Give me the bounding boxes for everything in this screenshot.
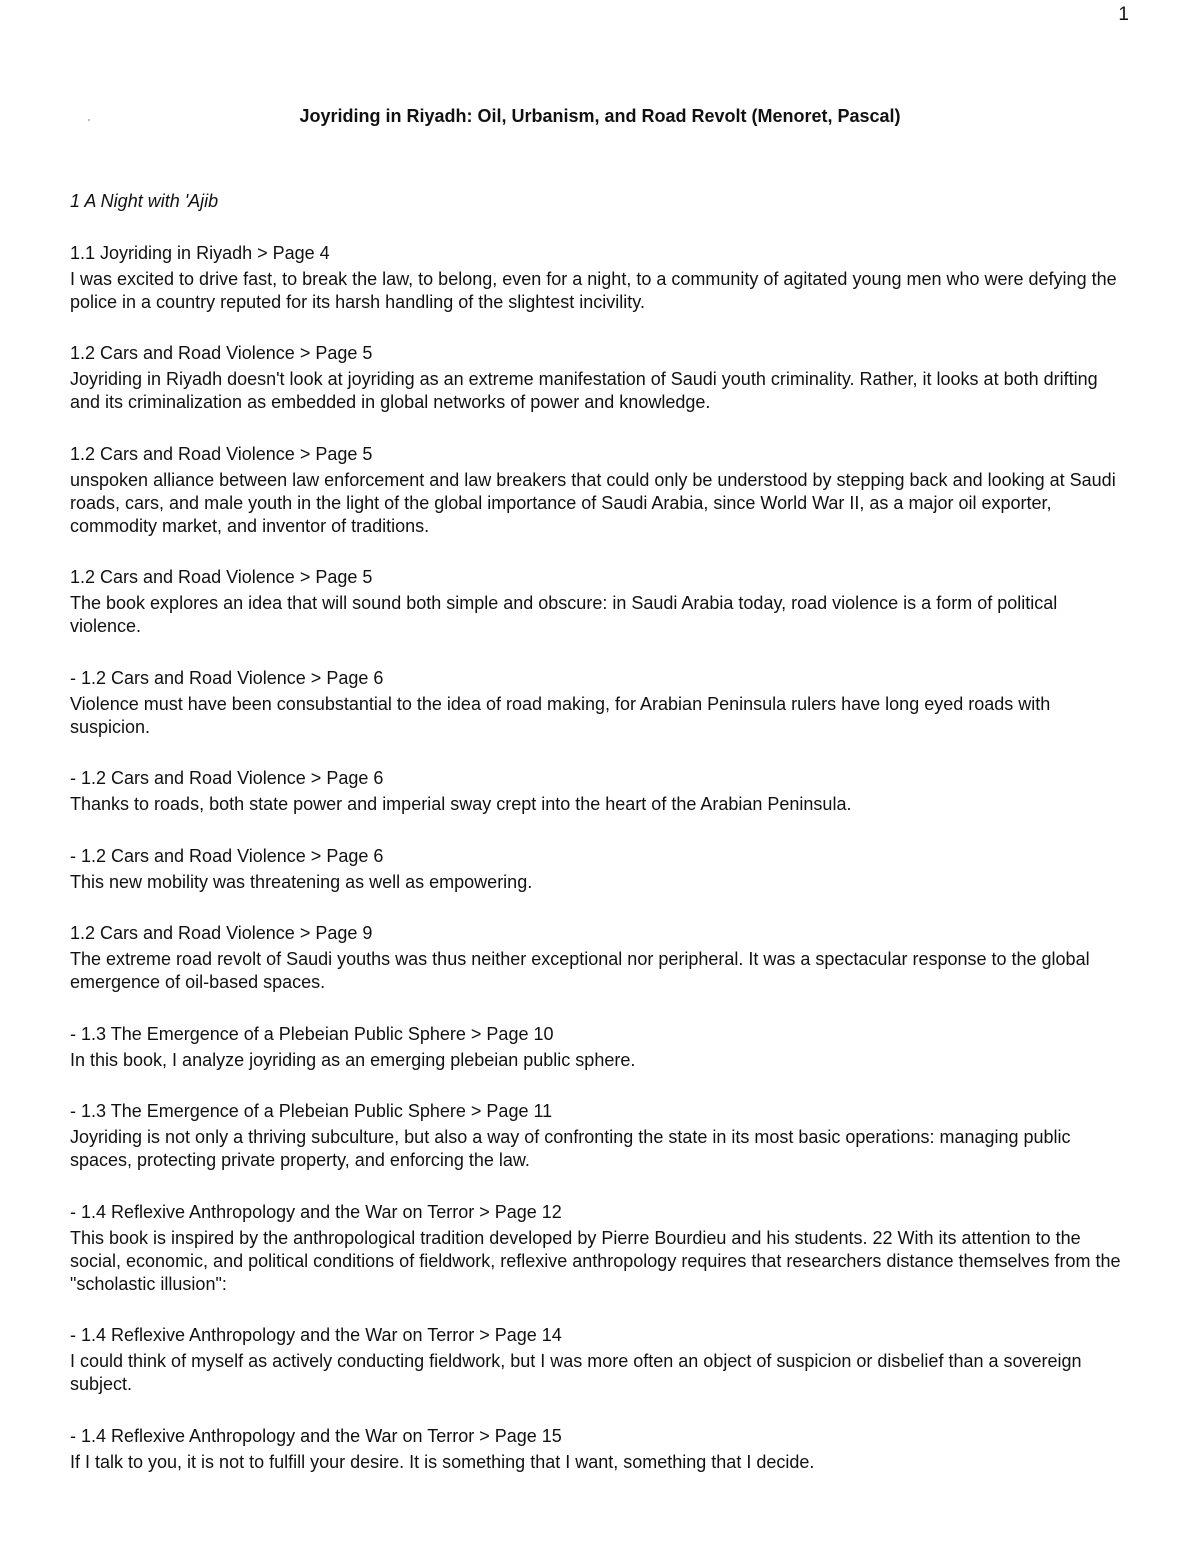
chapter-heading: 1 A Night with 'Ajib (70, 191, 219, 211)
entry-quote: Violence must have been consubstantial to the idea of road making, for Arabian Peninsula rulers have long eyed roads with suspicion. (70, 693, 1051, 737)
entry-quote: Joyriding in Riyadh doesn't look at joyriding as an extreme manifestation of Saudi youth criminality. Rather, it looks at both drifting and its criminalization as embedded in global networks of power and knowledge. (70, 369, 1098, 412)
entry-quote: I was excited to drive fast, to break the law, to belong, even for a night, to a community of agitated young men who were defying the police in a country reputed for its harsh handling of the slightest incivility. (70, 268, 1117, 312)
entry-location: - 1.3 The Emergence of a Plebeian Public Sphere > Page 10 (70, 1023, 554, 1044)
highlight-entry (70, 342, 1132, 414)
page-number: 1 (1118, 4, 1129, 25)
entry-quote: The extreme road revolt of Saudi youths was thus neither exceptional nor peripheral. It was a spectacular response to the global emergence of oil-based spaces. (70, 949, 1090, 992)
document-title: Joyriding in Riyadh: Oil, Urbanism, and Road Revolt (Menoret, Pascal) (299, 106, 901, 126)
entry-quote: This new mobility was threatening as well as empowering. (70, 871, 533, 892)
entry-quote: Joyriding is not only a thriving subculture, but also a way of confronting the state in its most basic operations: managing public spaces, protecting private property, and enforcing the law. (70, 1127, 1071, 1170)
entry-quote: This book is inspired by the anthropological tradition developed by Pierre Bourdieu and his students. 22 With its attention to the social, economic, and political conditions of fieldwork, reflexive anthropology requires that researchers distance themselves from the "scholastic illusion": (70, 1227, 1121, 1294)
entry-location: - 1.4 Reflexive Anthropology and the War on Terror > Page 14 (70, 1325, 562, 1345)
entry-quote: Thanks to roads, both state power and imperial sway crept into the heart of the Arabian Peninsula. (70, 794, 852, 814)
highlight-entry (70, 922, 1132, 994)
highlight-entry (70, 1324, 1132, 1396)
entry-quote: I could think of myself as actively conducting fieldwork, but I was more often an object of suspicion or disbelief than a sovereign subject. (70, 1351, 1082, 1394)
highlight-entry (70, 1425, 1132, 1474)
document-body (70, 190, 1132, 1474)
entry-location: 1.1 Joyriding in Riyadh > Page 4 (70, 242, 330, 263)
entry-location: - 1.2 Cars and Road Violence > Page 6 (70, 845, 384, 866)
entry-quote: The book explores an idea that will sound both simple and obscure: in Saudi Arabia today, road violence is a form of political violence. (70, 593, 1058, 636)
entry-location: 1.2 Cars and Road Violence > Page 5 (70, 567, 373, 587)
entry-location: - 1.2 Cars and Road Violence > Page 6 (70, 667, 384, 688)
entry-quote: In this book, I analyze joyriding as an emerging plebeian public sphere. (70, 1049, 636, 1070)
highlight-entry (70, 443, 1132, 538)
entry-quote: unspoken alliance between law enforcement and law breakers that could only be understood by stepping back and looking at Saudi roads, cars, and male youth in the light of the global importance of Saudi Arabia, since World War II, as a major oil exporter, commodity market, and inventor of traditions. (70, 469, 1116, 536)
entry-location: 1.2 Cars and Road Violence > Page 5 (70, 343, 373, 363)
entry-location: - 1.3 The Emergence of a Plebeian Public Sphere > Page 11 (70, 1101, 553, 1121)
entry-location: 1.2 Cars and Road Violence > Page 9 (70, 923, 373, 943)
highlight-entry (70, 1100, 1132, 1172)
highlight-entry (70, 845, 1132, 894)
entry-location: - 1.4 Reflexive Anthropology and the War on Terror > Page 12 (70, 1201, 562, 1222)
entry-quote: If I talk to you, it is not to fulfill your desire. It is something that I want, something that I decide. (70, 1451, 815, 1472)
highlight-entry (70, 242, 1132, 314)
entry-location: - 1.2 Cars and Road Violence > Page 6 (70, 768, 384, 788)
highlight-entry (70, 767, 1132, 816)
highlight-entry (70, 667, 1132, 739)
entry-location: 1.2 Cars and Road Violence > Page 5 (70, 443, 373, 464)
highlight-list (70, 242, 1132, 1474)
margin-mark: ' (88, 118, 90, 129)
highlight-entry (70, 1201, 1132, 1296)
highlight-entry (70, 1023, 1132, 1072)
entry-location: - 1.4 Reflexive Anthropology and the War on Terror > Page 15 (70, 1425, 562, 1446)
highlight-entry (70, 566, 1132, 638)
